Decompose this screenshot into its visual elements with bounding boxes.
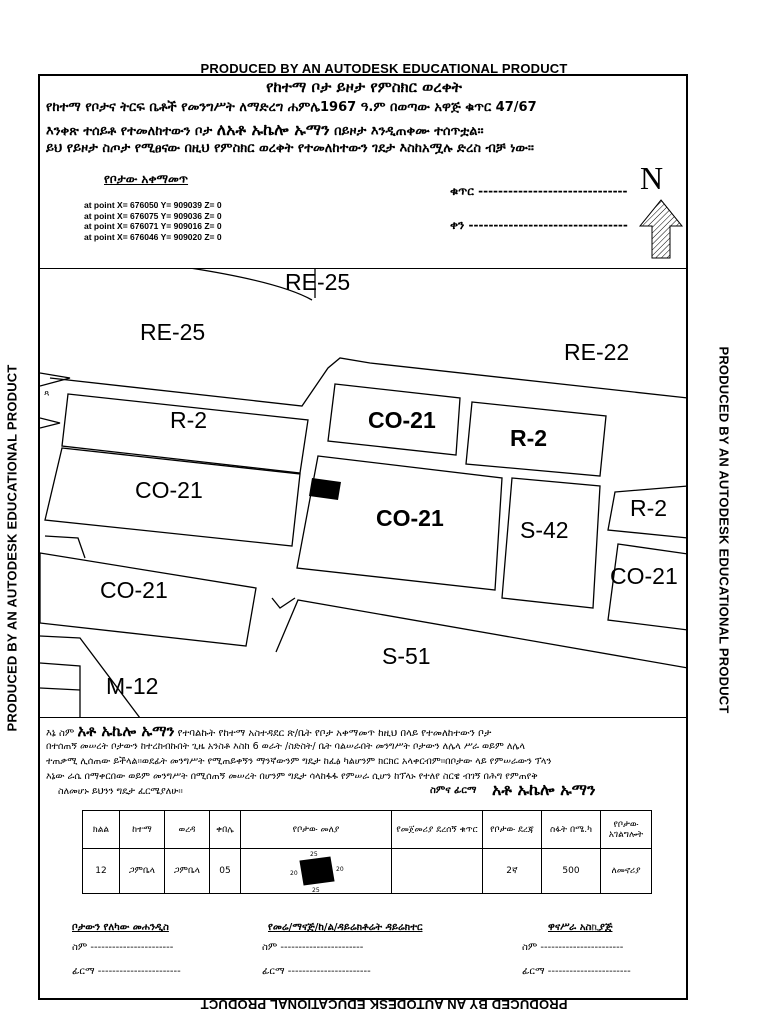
- sketch-dim: 20: [290, 870, 298, 877]
- coordinates-title: የቦታው አቀማመጥ: [104, 172, 189, 186]
- table-header: የቦታው አገልግሎት: [601, 811, 652, 849]
- declaration-line-5: ስለመሆኑ ይህንን ግዴታ ፈርሜያለሁ።: [58, 786, 183, 797]
- certificate-number-field: ቁጥር ------------------------------: [450, 184, 628, 198]
- label-co21-lower-left: CO-21: [100, 577, 168, 603]
- header-line-1: የከተማ የቦታና ትርፍ ቤቶች የመንግሥት ለማድረግ ሐምሌ1967 ዓ.ም በወጣው አዋጅ ቁጥር 47/67: [46, 100, 537, 115]
- coordinate-point: at point X= 676046 Y= 909020 Z= 0: [84, 231, 222, 242]
- label-re25-left: RE-25: [140, 319, 206, 345]
- coordinate-point: at point X= 676071 Y= 909016 Z= 0: [84, 221, 222, 231]
- table-cell: ጋምቤላ: [165, 849, 210, 894]
- table-row: [83, 849, 652, 894]
- road-edge: [272, 598, 295, 608]
- table-cell: ጋምቤላ: [120, 849, 165, 894]
- table-header: ስፋት በሜ.ካ: [542, 811, 601, 849]
- certificate-date-field: ቀን --------------------------------: [450, 218, 628, 232]
- signature-name: አቶ ኡኬሎ ኡማን: [492, 780, 596, 799]
- table-cell: 2ኛ: [483, 849, 542, 894]
- coordinate-point: at point X= 676050 Y= 909039 Z= 0: [84, 200, 222, 210]
- footer-sign-field: ፊርማ -----------------------: [522, 966, 631, 977]
- header-line-2-pre: እንቀጽ ተሰይቶ የተመለከተውን ቦታ: [46, 124, 213, 139]
- table-cell: [392, 849, 483, 894]
- declaration-line-1-text: የተባልኩት የከተማ አስተዳደር ጽ/ቤት የቦታ አቀማመጥ ከዚህ በላይ የተመለከተውን ቦታ: [177, 728, 492, 739]
- header-line-3: ይህ የይዞታ ስጦታ የሚፀናው በዚህ የምስክር ወረቀት የተመለከተውን ገደታ እስከአሟሉ ድረስ ብቻ ነው።: [46, 141, 534, 156]
- coordinate-point: at point X= 676075 Y= 909036 Z= 0: [84, 210, 222, 221]
- sketch-dim: 25: [312, 887, 320, 893]
- table-cell: ለመኖሪያ: [601, 849, 652, 894]
- declaration-pre: እኔ ስም: [46, 728, 75, 739]
- label-r2-mid: R-2: [510, 425, 548, 451]
- table-header: የመጀመሪያ ደረሰኝ ቁጥር: [392, 811, 483, 849]
- label-co21-center: CO-21: [376, 505, 444, 531]
- label-co21-right: CO-21: [610, 563, 678, 589]
- label-s51: S-51: [382, 643, 431, 669]
- table-header: ወረዳ: [165, 811, 210, 849]
- declaration-line-1: [46, 722, 491, 740]
- coordinates-list: [84, 200, 222, 242]
- footer-name-field: ስም -----------------------: [522, 942, 624, 953]
- footer-title-manager: ዋናሥራ አስኪያጅ: [548, 922, 613, 933]
- footer-sign-field: ፊርማ -----------------------: [72, 966, 181, 977]
- declaration-line-3: ተጠቃሚ ሊሰጠው ይችላል።ወደፊት መንግሥት የሚጠይቀኝን ማንኛውንም ግዴታ ከፈፅ ካልሆንም ክርክር አላቀርብም።በቦታው ላይ የምሠራውን ፕላን: [46, 756, 552, 767]
- table-header: ክልል: [83, 811, 120, 849]
- watermark-right: PRODUCED BY AN AUTODESK EDUCATIONAL PRODUCT: [716, 346, 732, 714]
- declaration-line-2: በተሰጠኝ መሠረት ቦታውን ከተረከብኩበት ጊዜ አንስቶ እስከ 6 ወራት /ስድስት/ ቤት ባልሠራበት መንግሥት ቦታውን ለሌላ ሥራ ወይም ለሌላ: [46, 741, 525, 752]
- north-letter: N: [640, 160, 664, 196]
- label-co21-left: CO-21: [135, 477, 203, 503]
- watermark-left: PRODUCED BY AN AUTODESK EDUCATIONAL PRODUCT: [4, 364, 20, 732]
- footer-name-field: ስም -----------------------: [262, 942, 364, 953]
- watermark-bottom: PRODUCED BY AN AUTODESK EDUCATIONAL PRODUCT: [200, 997, 568, 1012]
- subject-parcel: [309, 478, 341, 500]
- holder-name: ለአቶ ኡኬሎ ኡማን: [216, 120, 330, 139]
- table-header: ከተማ: [120, 811, 165, 849]
- register-table: [82, 810, 652, 894]
- site-map: [40, 268, 688, 718]
- footer-title-director: የመሬ/ማናጅ/ከ/ል/ዳይሬክቶሬት ዳይሬክተር: [268, 922, 423, 933]
- header-line-2: [46, 120, 484, 140]
- label-m12: M-12: [106, 673, 159, 699]
- signature-label: ስምና ፊርማ: [430, 785, 477, 796]
- declaration-line-4: እኔው ራሴ በማቀርበው ወይም መንግሥት በሚሰጠኝ መሠረት በሆንም ግዴታ ሳላከፋፋ የምሠራ ሲሆን ከፕላኑ የተለየ ስርዌ ብገኝ በሕግ የምጠየቅ: [46, 771, 538, 782]
- table-header-row: [83, 811, 652, 849]
- sketch-dim: 25: [310, 851, 318, 858]
- table-cell: 500: [542, 849, 601, 894]
- table-cell: 05: [210, 849, 241, 894]
- header-line-2-post: በይዞታ እንዲጠቀሙ ተሰጥቷል።: [334, 124, 484, 139]
- declarant-name: አቶ ኡኬሎ ኡማን: [77, 722, 175, 740]
- label-re22: RE-22: [564, 339, 630, 365]
- north-arrow-icon: [636, 198, 686, 260]
- road-edge: [40, 688, 80, 690]
- footer-name-field: ስም -----------------------: [72, 942, 174, 953]
- label-small-edge: ጻ: [44, 389, 50, 399]
- label-r2-left: R-2: [170, 407, 208, 433]
- table-header: የቦታው መለያ: [241, 811, 392, 849]
- label-s42: S-42: [520, 517, 569, 543]
- road-edge: [50, 358, 688, 406]
- watermark-top: PRODUCED BY AN AUTODESK EDUCATIONAL PRODUCT: [200, 61, 568, 76]
- road-s51-edge: [276, 600, 688, 668]
- footer-sign-field: ፊርማ -----------------------: [262, 966, 371, 977]
- footer-title-engineer: ቦታውን የለካው መሐንዲስ: [72, 922, 169, 933]
- table-cell: 12: [83, 849, 120, 894]
- table-header: ቀበሌ: [210, 811, 241, 849]
- parcel-sketch-cell: [241, 849, 392, 894]
- parcel-edge: [40, 418, 60, 428]
- road-edge: [40, 663, 80, 718]
- label-re25-top: RE-25: [285, 269, 351, 295]
- label-co21-top: CO-21: [368, 407, 436, 433]
- table-header: የቦታው ደረጃ: [483, 811, 542, 849]
- parcel-sketch: [286, 849, 346, 893]
- label-r2-right: R-2: [630, 495, 668, 521]
- parcel-s42: [502, 478, 600, 608]
- sketch-dim: 20: [336, 866, 344, 873]
- certificate-title: የከተማ ቦታ ይዞታ የምስክር ወረቀት: [266, 78, 462, 96]
